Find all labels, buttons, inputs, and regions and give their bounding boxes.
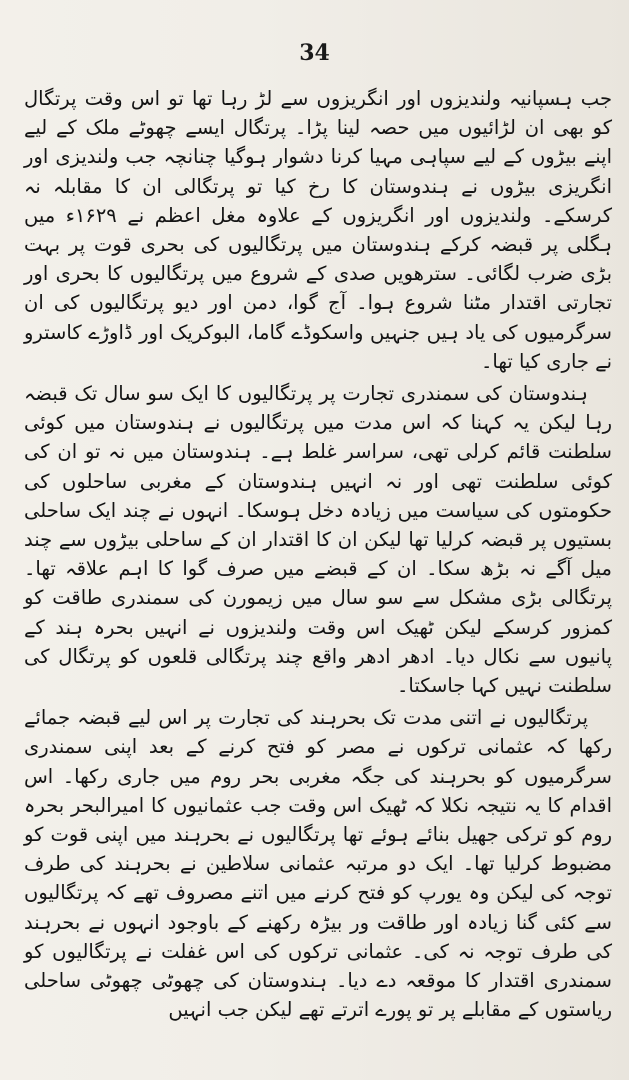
- page-number: 34: [299, 40, 330, 66]
- page-body-text: [24, 84, 612, 1028]
- paragraph-1: جب ہسپانیہ ولندیزوں اور انگریزوں سے لڑ رہا تھا تو اس وقت پرتگال کو بھی ان لڑائیوں میں حصہ لینا پڑا۔ پرتگال ایسے چھوٹے ملک کے لیے اپنے بیڑوں کے لیے سپاہی مہیا کرنا دشوار ہوگیا چنانچہ جب ولندیزی اور انگریزی بیڑوں نے ہندوستان کا رخ کیا تو پرتگالی ان کا مقابلہ نہ کرسکے۔ ولندیزوں اور انگریزوں کے علاوہ مغل اعظم نے ۱۶۲۹ء میں ہگلی پر قبضہ کرکے ہندوستان میں پرتگالیوں کی بحری قوت پر بہت بڑی ضرب لگائی۔ سترھویں صدی کے شروع میں پرتگالیوں کا بحری اور تجارتی اقتدار مٹنا شروع ہوا۔ آج گوا، دمن اور دیو پرتگالیوں کی ان سرگرمیوں کی یاد ہیں جنہیں واسکوڈے گاما، البوکریک اور ڈاوڑے کاسترو نے جاری کیا تھا۔: [24, 87, 612, 373]
- paragraph-2: ہندوستان کی سمندری تجارت پر پرتگالیوں کا ایک سو سال تک قبضہ رہا لیکن یہ کہنا کہ اس مدت میں پرتگالیوں نے ہندوستان میں کوئی سلطنت قائم کرلی تھی، سراسر غلط ہے۔ ہندوستان میں نہ تو ان کی کوئی سلطنت تھی اور نہ انہیں ہندوستان کے مغربی ساحلوں کی حکومتوں کی سیاست میں زیادہ دخل ہوسکا۔ انہوں نے چند ایک ساحلی بستیوں پر قبضہ کرلیا تھا لیکن ان کا اقتدار ان کے ساحلی بیڑوں سے چند میل آگے نہ بڑھ سکا۔ ان کے قبضے میں صرف گوا کا اہم علاقہ تھا۔ پرتگالی بڑی مشکل سے سو سال میں زیمورن کی سمندری طاقت کو کمزور کرسکے لیکن ٹھیک اس وقت ولندیزوں نے انہیں بحرہ ہند کے پانیوں سے نکال دیا۔ ادھر ادھر واقع چند پرتگالی قلعوں کو پرتگال کی سلطنت نہیں کہا جاسکتا۔: [24, 382, 612, 698]
- paragraph-3: پرتگالیوں نے اتنی مدت تک بحرہند کی تجارت پر اس لیے قبضہ جمائے رکھا کہ عثمانی ترکوں نے مصر کو فتح کرنے کے بعد اپنی سمندری سرگرمیوں کو بحرہند کی جگہ مغربی بحر روم میں جاری رکھا۔ اس اقدام کا یہ نتیجہ نکلا کہ ٹھیک اس وقت جب عثمانیوں کا امیرالبحر بحرہ روم کو ترکی جھیل بنائے ہوئے تھا پرتگالیوں نے بحرہند میں اپنی قوت کو مضبوط کرلیا تھا۔ ایک دو مرتبہ عثمانی سلاطین نے بحرہند کی طرف توجہ کی لیکن وہ یورپ کو فتح کرنے میں اتنے مصروف تھے کہ پرتگالیوں سے کئی گنا زیادہ اور طاقت ور بیڑہ رکھنے کے باوجود انہوں نے بحرہند کی طرف توجہ نہ کی۔ عثمانی ترکوں کی اس غفلت نے پرتگالیوں کو سمندری اقتدار کا موقعہ دے دیا۔ ہندوستان کی چھوٹی چھوٹی ساحلی ریاستوں کے مقابلے پر تو پورے اترتے تھے لیکن جب انہیں: [24, 706, 612, 1022]
